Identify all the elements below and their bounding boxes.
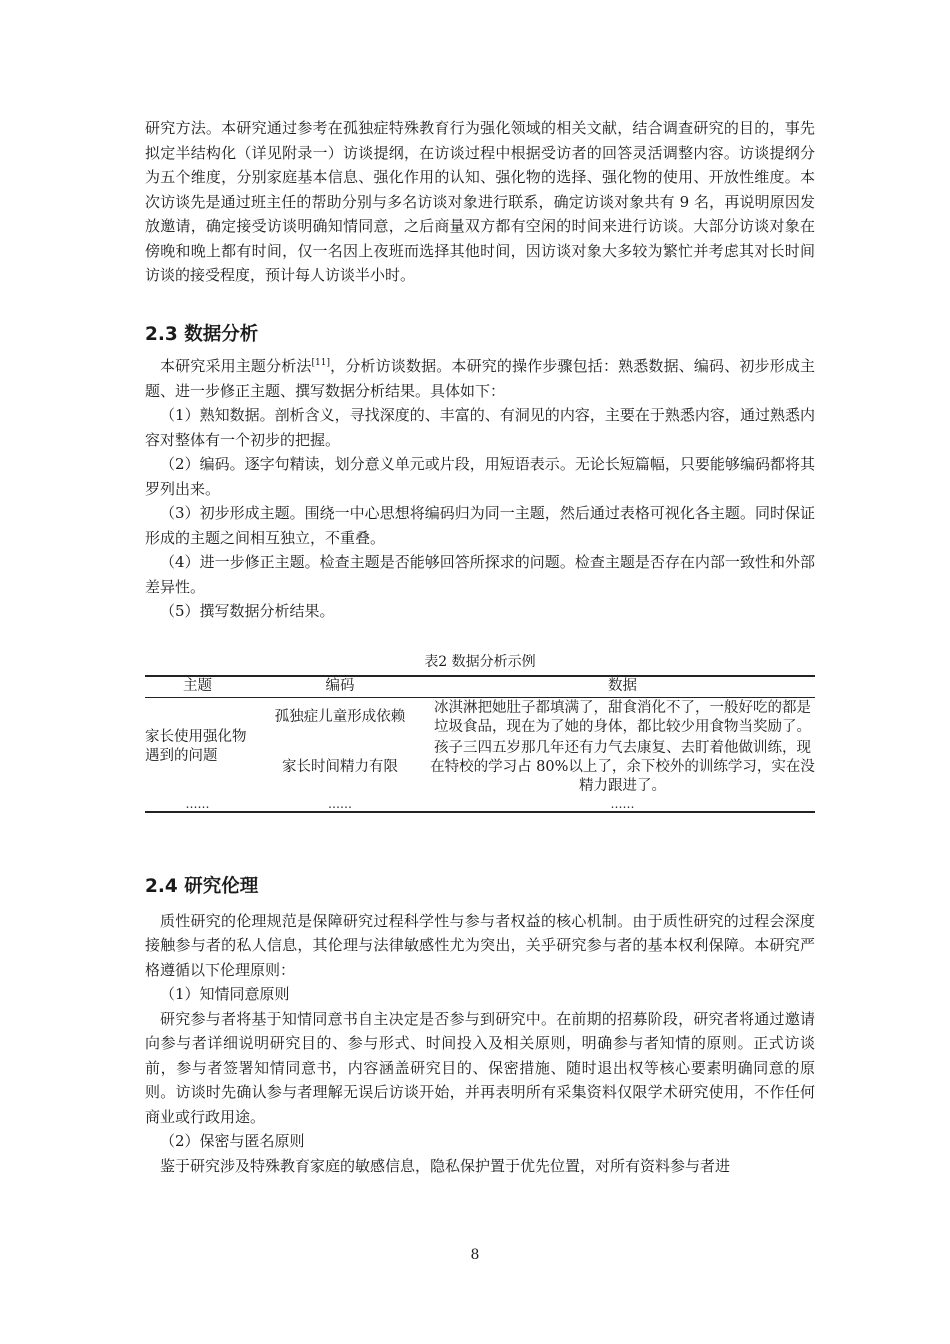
section-heading-2-3: 2.3 数据分析: [145, 324, 259, 345]
header-data: 数据: [608, 678, 637, 694]
analysis-intro-text-b: ，分析访谈数据。本研究的操作步骤包括：熟悉数据、编码、初步形成主题、进一步修正主题、撰写数据分析结果。具体如下：: [145, 357, 815, 400]
cell-data: 孩子三四五岁那几年还有力气去康复、去盯着他做训练，现在特校的学习占 80%以上了，余下校外的训练学习，实在没精力跟进了。: [430, 739, 815, 794]
cell-code: 家长时间精力有限: [282, 758, 398, 775]
data-analysis-table: [145, 675, 815, 813]
paragraph-methods: 研究方法。本研究通过参考在孤独症特殊教育行为强化领域的相关文献，结合调查研究的目的，事先拟定半结构化（详见附录一）访谈提纲，在访谈过程中根据受访者的回答灵活调整内容。访谈提纲分为五个维度，分别家庭基本信息、强化作用的认知、强化物的选择、强化物的使用、开放性维度。本次访谈先是通过班主任的帮助分别与多名访谈对象进行联系，确定访谈对象共有 9 名，再说明原因发放邀请，确定接受访谈明确知情同意，之后商量双方都有空闲的时间来进行访谈。大部分访谈对象在傍晚和晚上都有时间，仅一名因上夜班而选择其他时间，因访谈对象大多较为繁忙并考虑其对长时间访谈的接受程度，预计每人访谈半小时。: [145, 119, 815, 284]
analysis-step-4: （4）进一步修正主题。检查主题是否能够回答所探求的问题。检查主题是否存在内部一致性和外部差异性。: [145, 553, 815, 596]
cell-theme: 家长使用强化物遇到的问题: [145, 729, 247, 764]
cell-code: 孤独症儿童形成依赖: [274, 709, 406, 725]
table-caption: 表2 数据分析示例: [424, 653, 536, 670]
section-heading-2-4: 2.4 研究伦理: [145, 875, 259, 897]
analysis-step-5: （5）撰写数据分析结果。: [160, 602, 335, 620]
cell-data: 冰淇淋把她肚子都填满了，甜食消化不了，一般好吃的都是垃圾食品，现在为了她的身体，都比较少用食物当奖励了。: [434, 699, 811, 735]
analysis-intro-text-a: 本研究采用主题分析法: [160, 357, 312, 375]
paragraph-confidentiality: 鉴于研究涉及特殊教育家庭的敏感信息，隐私保护置于优先位置，对所有资料参与者进: [160, 1156, 731, 1175]
page-number: 8: [470, 1247, 480, 1263]
header-code: 编码: [325, 678, 355, 694]
analysis-step-3: （3）初步形成主题。围绕一中心思想将编码归为同一主题，然后通过表格可视化各主题。同时保证形成的主题之间相互独立，不重叠。: [145, 504, 815, 547]
principle-informed-consent: （1）知情同意原则: [160, 985, 290, 1003]
analysis-step-1: （1）熟知数据。剖析含义，寻找深度的、丰富的、有洞见的内容，主要在于熟悉内容，通过熟悉内容对整体有一个初步的把握。: [145, 406, 815, 449]
page-body: [145, 116, 815, 1178]
paragraph-informed-consent: 研究参与者将基于知情同意书自主决定是否参与到研究中。在前期的招募阶段，研究者将通过邀请向参与者详细说明研究目的、参与形式、时间投入及相关原则，明确参与者知情的原则。正式访谈前，参与者签署知情同意书，内容涵盖研究目的、保密措施、随时退出权等核心要素明确同意的原则。访谈时先确认参与者理解无误后访谈开始，并再表明所有采集资料仅限学术研究使用，不作任何商业或行政用途。: [145, 1009, 815, 1126]
analysis-step-2: （2）编码。逐字句精读，划分意义单元或片段，用短语表示。无论长短篇幅，只要能够编码都将其罗列出来。: [145, 455, 815, 498]
citation-ref: [11]: [311, 358, 331, 368]
paragraph-analysis-intro: [145, 354, 815, 403]
table-row: [145, 697, 815, 738]
cell-ellipsis: ……: [328, 796, 352, 811]
paragraph-ethics-intro: 质性研究的伦理规范是保障研究过程科学性与参与者权益的核心机制。由于质性研究的过程会深度接触参与者的私人信息，其伦理与法律敏感性尤为突出，关乎研究参与者的基本权利保障。本研究严格遵循以下伦理原则：: [145, 911, 815, 979]
table-header-row: [145, 676, 815, 698]
cell-ellipsis: ……: [610, 796, 635, 811]
principle-confidentiality: （2）保密与匿名原则: [160, 1132, 305, 1150]
cell-ellipsis: ……: [185, 796, 210, 811]
table-row-ellipsis: [145, 797, 815, 812]
header-theme: 主题: [183, 678, 212, 694]
